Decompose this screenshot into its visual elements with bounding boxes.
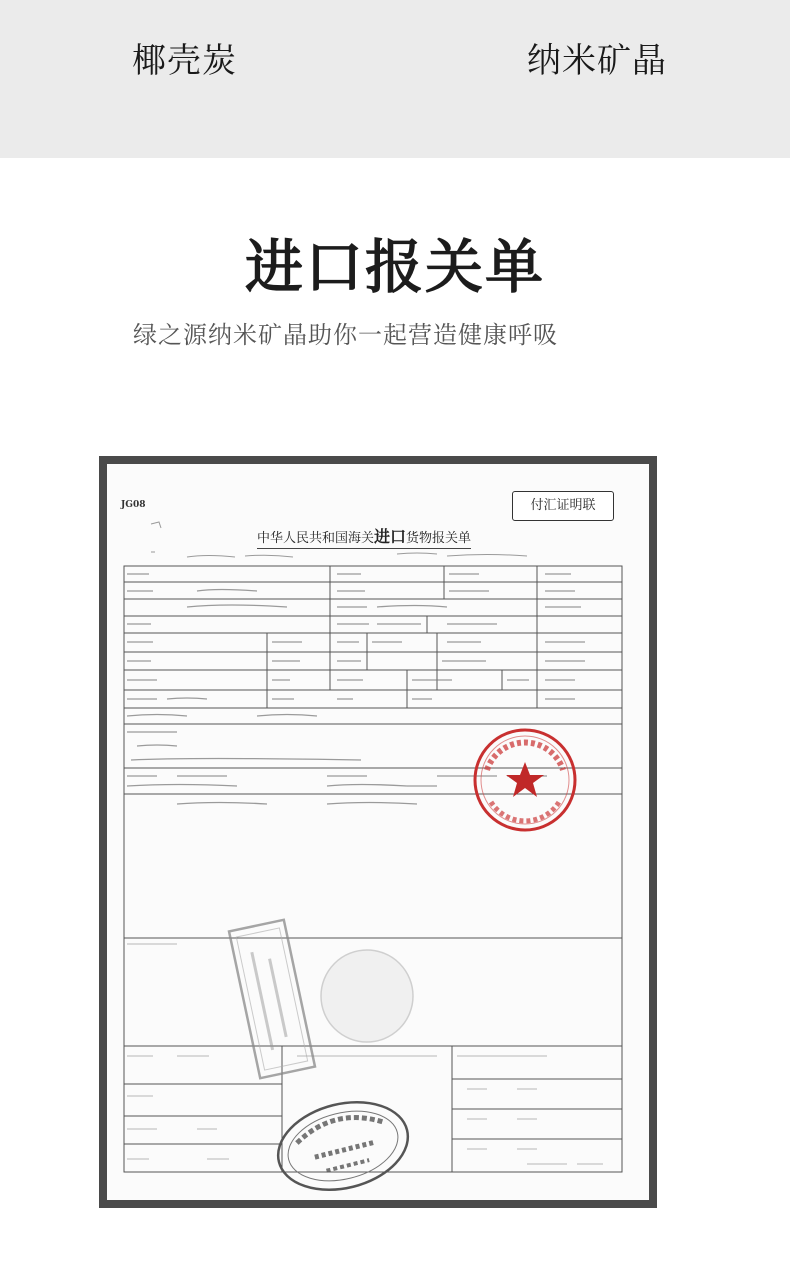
rectangular-stamp [229, 920, 315, 1078]
page-title: 进口报关单 [244, 233, 545, 301]
tab-coconut-charcoal[interactable]: 椰壳炭 [132, 41, 237, 81]
form-code: JG08 [121, 500, 146, 510]
official-red-seal [475, 730, 575, 830]
customs-declaration-document [107, 464, 649, 1200]
payment-certificate-badge: 付汇证明联 [512, 491, 614, 521]
category-tab-bar [0, 0, 790, 158]
page-subtitle: 绿之源纳米矿晶助你一起营造健康呼吸 [133, 321, 558, 349]
header-prefix: 中华人民共和国海关 [257, 531, 375, 546]
company-oval-stamp [269, 1089, 417, 1200]
tab-nano-mineral-crystal[interactable]: 纳米矿晶 [527, 41, 667, 81]
header-suffix: 货物报关单 [406, 531, 472, 546]
form-grid-illustration [107, 464, 649, 1200]
header-emphasis: 进口 [374, 527, 407, 546]
faint-stamp [321, 950, 413, 1042]
customs-document-frame [99, 456, 657, 1208]
